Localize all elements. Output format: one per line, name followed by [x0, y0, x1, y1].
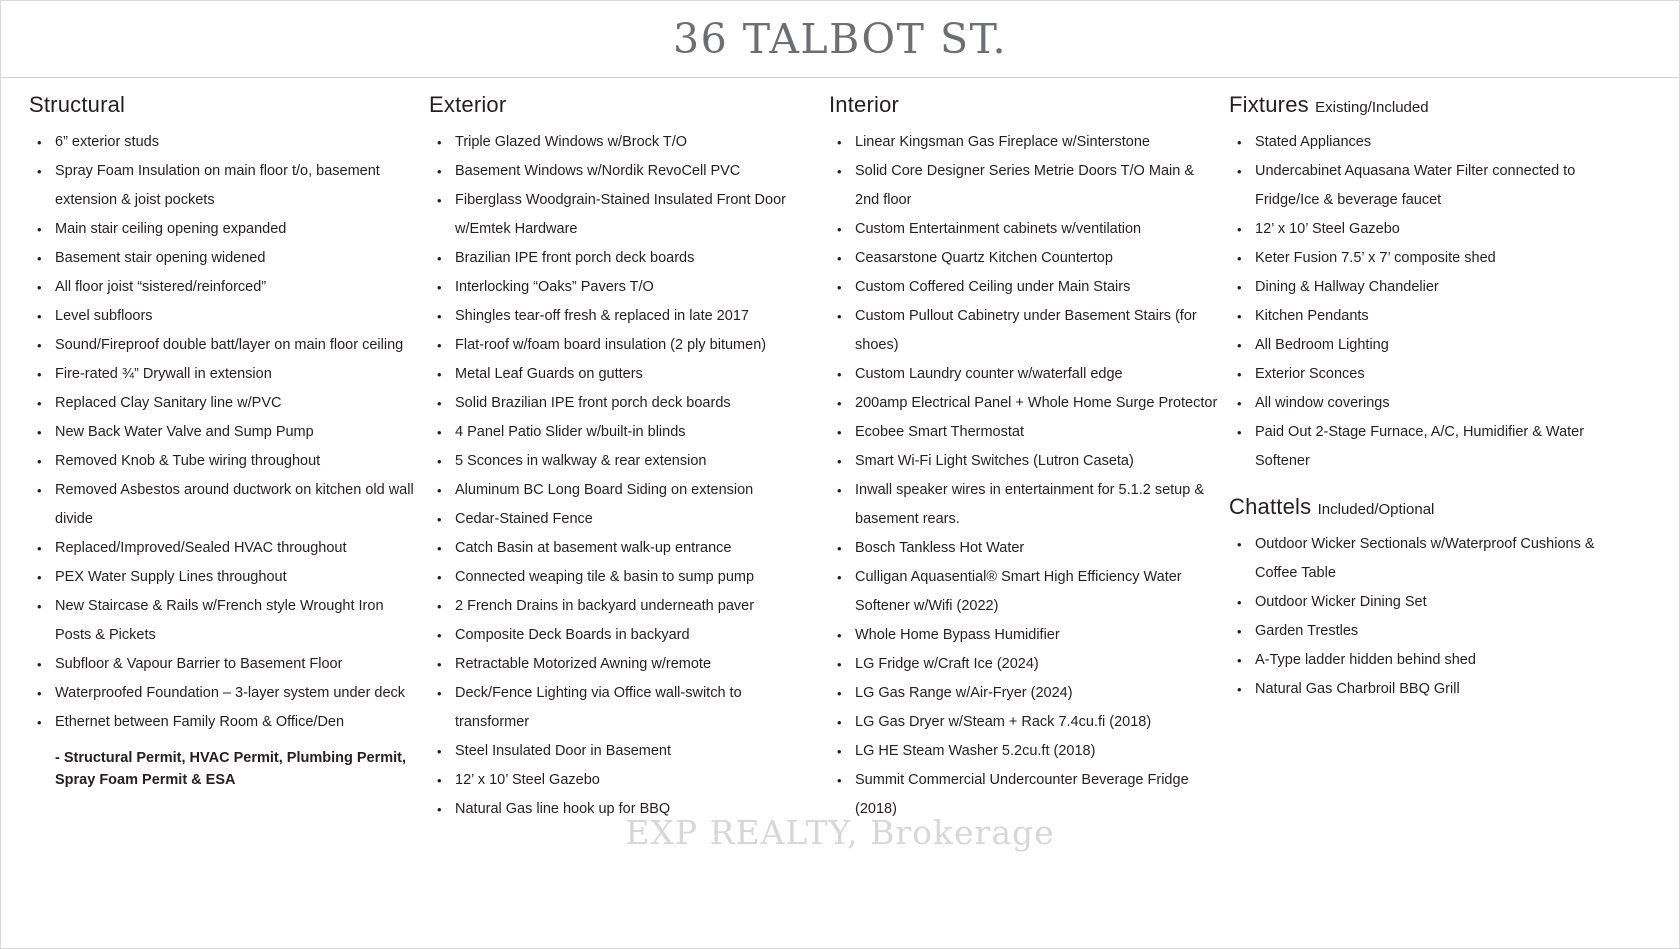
structural-permits-note: - Structural Permit, HVAC Permit, Plumbing Permit, Spray Foam Permit & ESA: [55, 750, 407, 788]
list-item: • Waterproofed Foundation – 3-layer system under deck: [29, 679, 419, 708]
brokerage-watermark: EXP REALTY, Brokerage: [625, 813, 1055, 852]
list-item: • LG Gas Dryer w/Steam + Rack 7.4cu.fi (2018): [829, 708, 1219, 737]
content-columns: [1, 78, 1679, 824]
list-item: • Composite Deck Boards in backyard: [429, 621, 819, 650]
list-item: • Inwall speaker wires in entertainment for 5.1.2 setup & basement rears.: [829, 476, 1219, 534]
list-item: • Whole Home Bypass Humidifier: [829, 621, 1219, 650]
list-item: • Ceasarstone Quartz Kitchen Countertop: [829, 244, 1219, 273]
list-item: • 200amp Electrical Panel + Whole Home Surge Protector: [829, 389, 1219, 418]
section-divider: [1229, 476, 1639, 494]
list-item: • A-Type ladder hidden behind shed: [1229, 646, 1639, 675]
column-structural: [29, 92, 429, 824]
list-item: • Outdoor Wicker Dining Set: [1229, 588, 1639, 617]
list-item: • 12’ x 10’ Steel Gazebo: [429, 766, 819, 795]
list-item: • LG HE Steam Washer 5.2cu.ft (2018): [829, 737, 1219, 766]
list-item: • Main stair ceiling opening expanded: [29, 215, 419, 244]
list-item: • Replaced/Improved/Sealed HVAC throughout: [29, 534, 419, 563]
list-item: • 12’ x 10’ Steel Gazebo: [1229, 215, 1639, 244]
list-item: • Spray Foam Insulation on main floor t/o, basement extension & joist pockets: [29, 157, 419, 215]
list-item: • All floor joist “sistered/reinforced”: [29, 273, 419, 302]
list-item: • Triple Glazed Windows w/Brock T/O: [429, 128, 819, 157]
list-chattels: [1229, 530, 1639, 704]
list-item: • New Back Water Valve and Sump Pump: [29, 418, 419, 447]
list-structural: [29, 128, 419, 737]
list-item: • Steel Insulated Door in Basement: [429, 737, 819, 766]
list-item: • Aluminum BC Long Board Siding on extension: [429, 476, 819, 505]
list-item: • Stated Appliances: [1229, 128, 1639, 157]
list-item: • Custom Entertainment cabinets w/ventilation: [829, 215, 1219, 244]
section-title-exterior: [429, 92, 819, 118]
list-item: • 2 French Drains in backyard underneath paver: [429, 592, 819, 621]
list-item: • New Staircase & Rails w/French style Wrought Iron Posts & Pickets: [29, 592, 419, 650]
list-item: • 5 Sconces in walkway & rear extension: [429, 447, 819, 476]
section-title-exterior-text: Exterior: [429, 92, 507, 117]
list-item: • Level subfloors: [29, 302, 419, 331]
list-item: • Natural Gas line hook up for BBQ: [429, 795, 819, 824]
list-item: • Cedar-Stained Fence: [429, 505, 819, 534]
column-interior: [829, 92, 1229, 824]
list-item: • Retractable Motorized Awning w/remote: [429, 650, 819, 679]
list-item: • 6” exterior studs: [29, 128, 419, 157]
list-item: • Interlocking “Oaks” Pavers T/O: [429, 273, 819, 302]
list-item: • Connected weaping tile & basin to sump pump: [429, 563, 819, 592]
section-title-interior-text: Interior: [829, 92, 900, 117]
list-item: • Bosch Tankless Hot Water: [829, 534, 1219, 563]
list-item: • Custom Laundry counter w/waterfall edge: [829, 360, 1219, 389]
list-item: • Smart Wi-Fi Light Switches (Lutron Caseta): [829, 447, 1219, 476]
list-item: • Sound/Fireproof double batt/layer on main floor ceiling: [29, 331, 419, 360]
column-exterior: [429, 92, 829, 824]
list-item: • Summit Commercial Undercounter Beverage Fridge (2018): [829, 766, 1219, 824]
list-item: • Removed Knob & Tube wiring throughout: [29, 447, 419, 476]
list-item: • Replaced Clay Sanitary line w/PVC: [29, 389, 419, 418]
list-item: • Basement Windows w/Nordik RevoCell PVC: [429, 157, 819, 186]
section-title-fixtures: [1229, 92, 1639, 118]
list-item: • Catch Basin at basement walk-up entrance: [429, 534, 819, 563]
list-item: • Metal Leaf Guards on gutters: [429, 360, 819, 389]
list-item: • Solid Core Designer Series Metrie Doors T/O Main & 2nd floor: [829, 157, 1219, 215]
list-item: • Solid Brazilian IPE front porch deck boards: [429, 389, 819, 418]
page-title: 36 TALBOT ST.: [673, 15, 1007, 63]
list-item: • Fiberglass Woodgrain-Stained Insulated Front Door w/Emtek Hardware: [429, 186, 819, 244]
list-item: • Deck/Fence Lighting via Office wall-switch to transformer: [429, 679, 819, 737]
list-item: • Removed Asbestos around ductwork on kitchen old wall divide: [29, 476, 419, 534]
list-item: • Linear Kingsman Gas Fireplace w/Sinterstone: [829, 128, 1219, 157]
list-item: • Keter Fusion 7.5’ x 7’ composite shed: [1229, 244, 1639, 273]
list-item: • Garden Trestles: [1229, 617, 1639, 646]
list-fixtures: [1229, 128, 1639, 476]
list-item: • Ethernet between Family Room & Office/Den: [29, 708, 419, 737]
section-title-fixtures-text: Fixtures: [1229, 92, 1309, 117]
list-item: • LG Gas Range w/Air-Fryer (2024): [829, 679, 1219, 708]
list-item: • Exterior Sconces: [1229, 360, 1639, 389]
list-item: • All window coverings: [1229, 389, 1639, 418]
list-item: • Fire-rated ¾” Drywall in extension: [29, 360, 419, 389]
list-item: • Custom Pullout Cabinetry under Basement Stairs (for shoes): [829, 302, 1219, 360]
list-item: • Culligan Aquasential® Smart High Efficiency Water Softener w/Wifi (2022): [829, 563, 1219, 621]
list-item: • PEX Water Supply Lines throughout: [29, 563, 419, 592]
list-item: • Undercabinet Aquasana Water Filter connected to Fridge/Ice & beverage faucet: [1229, 157, 1639, 215]
list-item: • Flat-roof w/foam board insulation (2 ply bitumen): [429, 331, 819, 360]
list-item: • Brazilian IPE front porch deck boards: [429, 244, 819, 273]
section-title-structural-text: Structural: [29, 92, 126, 117]
list-item: • Subfloor & Vapour Barrier to Basement Floor: [29, 650, 419, 679]
list-item: • Outdoor Wicker Sectionals w/Waterproof Cushions & Coffee Table: [1229, 530, 1639, 588]
list-interior: [829, 128, 1219, 824]
section-title-chattels: [1229, 494, 1639, 520]
list-item: • Paid Out 2-Stage Furnace, A/C, Humidifier & Water Softener: [1229, 418, 1639, 476]
list-item: • Basement stair opening widened: [29, 244, 419, 273]
list-item: • 4 Panel Patio Slider w/built-in blinds: [429, 418, 819, 447]
section-subtitle-fixtures: Existing/Included: [1315, 99, 1429, 116]
page-header: [1, 1, 1679, 78]
section-title-interior: [829, 92, 1219, 118]
list-item: • Ecobee Smart Thermostat: [829, 418, 1219, 447]
list-item: • Custom Coffered Ceiling under Main Stairs: [829, 273, 1219, 302]
list-item: • Shingles tear-off fresh & replaced in late 2017: [429, 302, 819, 331]
list-item: • All Bedroom Lighting: [1229, 331, 1639, 360]
column-fixtures-chattels: [1229, 92, 1649, 824]
list-exterior: [429, 128, 819, 824]
section-title-chattels-text: Chattels: [1229, 494, 1312, 519]
list-item: • Natural Gas Charbroil BBQ Grill: [1229, 675, 1639, 704]
list-item: • Kitchen Pendants: [1229, 302, 1639, 331]
section-subtitle-chattels: Included/Optional: [1317, 501, 1435, 518]
list-item: • Dining & Hallway Chandelier: [1229, 273, 1639, 302]
list-item: • LG Fridge w/Craft Ice (2024): [829, 650, 1219, 679]
section-title-structural: [29, 92, 419, 118]
